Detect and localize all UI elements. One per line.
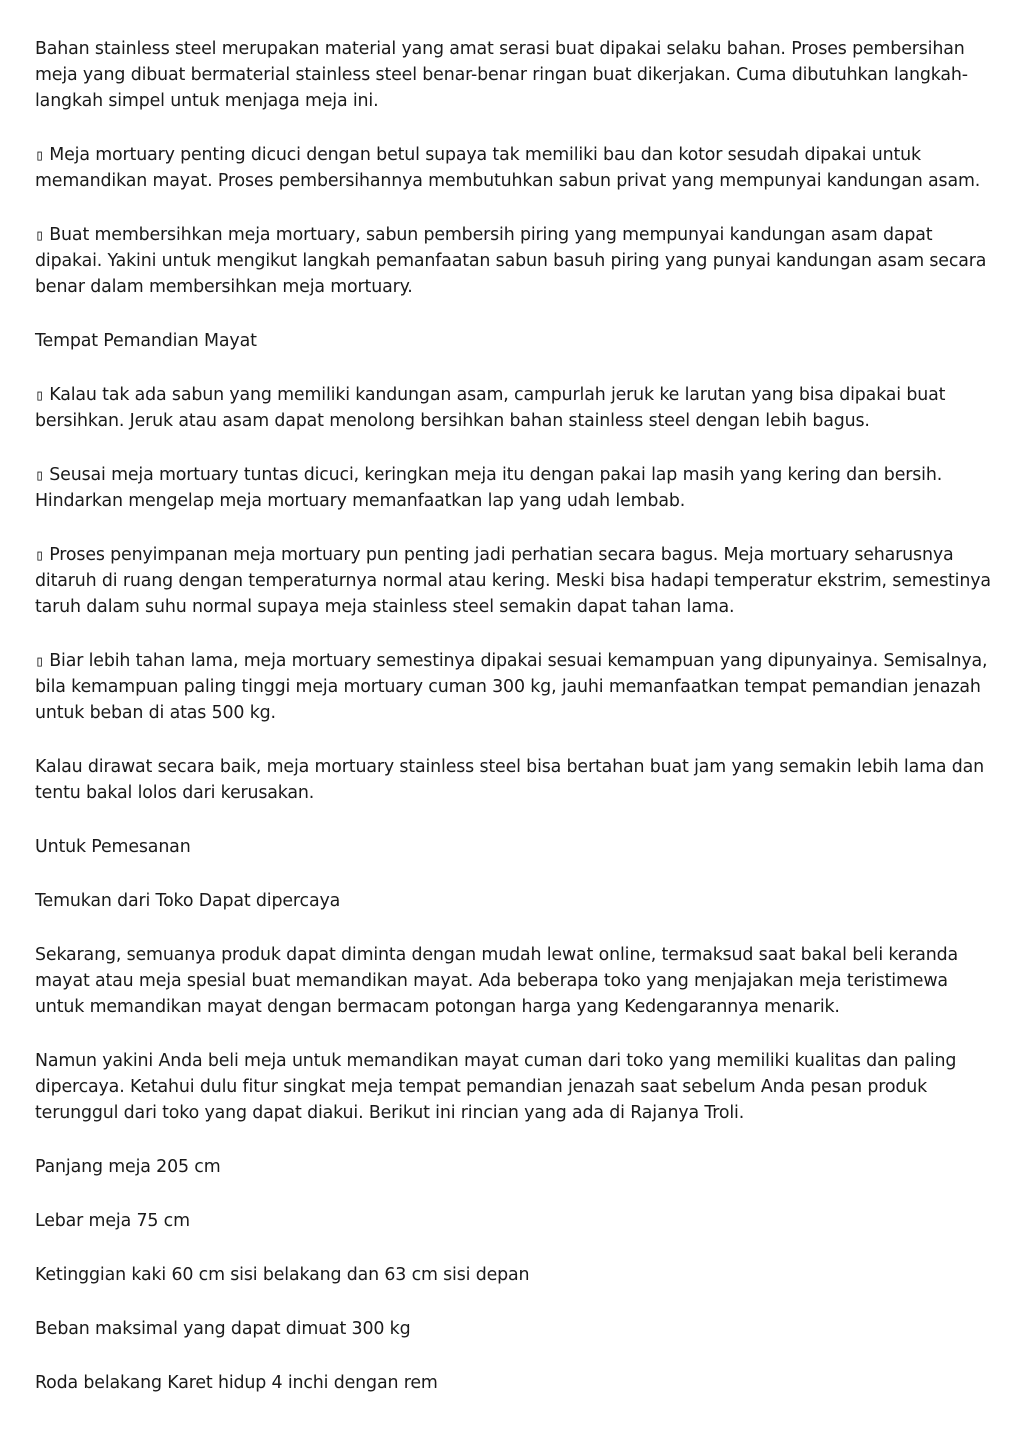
- paragraph-text: Untuk Pemesanan: [35, 837, 191, 857]
- missing-glyph-icon: ▯: [35, 466, 44, 484]
- paragraph-text: Sekarang, semuanya produk dapat diminta dengan mudah lewat online, termaksud saat bakal beli keranda mayat atau meja spesial buat memandikan mayat. Ada beberapa toko yang menjajakan meja teristimewa untuk memandikan mayat dengan bermacam potongan harga yang Kedengarannya menarik.: [35, 945, 959, 1017]
- paragraph-text: Roda belakang Karet hidup 4 inchi dengan rem: [35, 1373, 438, 1393]
- paragraph-text: Buat membersihkan meja mortuary, sabun pembersih piring yang mempunyai kandungan asam dapat dipakai. Yakini untuk mengikut langkah pemanfaatan sabun basuh piring yang punyai kandungan asam secara benar dalam membersihkan meja mortuary.: [35, 225, 987, 297]
- paragraph-text: Panjang meja 205 cm: [35, 1157, 221, 1177]
- paragraph-text: Bahan stainless steel merupakan material yang amat serasi buat dipakai selaku bahan. Proses pembersihan meja yang dibuat bermaterial stainless steel benar-benar ringan buat dikerjakan. Cuma dibutuhkan langkah-langkah simpel untuk menjaga meja ini.: [35, 39, 968, 111]
- paragraph-text: Namun yakini Anda beli meja untuk memandikan mayat cuman dari toko yang memiliki kualitas dan paling dipercaya. Ketahui dulu fitur singkat meja tempat pemandian jenazah saat sebelum Anda pesan produk terunggul dari toko yang dapat diakui. Berikut ini rincian yang ada di Rajanya Troli.: [35, 1051, 957, 1123]
- body-paragraph: [35, 754, 995, 806]
- section-heading: [35, 888, 995, 914]
- paragraph-text: Tempat Pemandian Mayat: [35, 331, 257, 351]
- paragraph-text: Temukan dari Toko Dapat dipercaya: [35, 891, 341, 911]
- spec-line: [35, 1370, 995, 1396]
- bullet-paragraph: [35, 142, 995, 194]
- bullet-paragraph: [35, 222, 995, 300]
- spec-line: [35, 1154, 995, 1180]
- section-heading: [35, 834, 995, 860]
- missing-glyph-icon: ▯: [35, 546, 44, 564]
- paragraph-text: Kalau dirawat secara baik, meja mortuary stainless steel bisa bertahan buat jam yang semakin lebih lama dan tentu bakal lolos dari kerusakan.: [35, 757, 985, 803]
- spec-line: [35, 1262, 995, 1288]
- bullet-paragraph: [35, 382, 995, 434]
- body-paragraph: [35, 1048, 995, 1126]
- bullet-paragraph: [35, 648, 995, 726]
- paragraph-text: Biar lebih tahan lama, meja mortuary semestinya dipakai sesuai kemampuan yang dipunyainya. Semisalnya, bila kemampuan paling tinggi meja mortuary cuman 300 kg, jauhi memanfaatkan tempat pemandian jenazah untuk beban di atas 500 kg.: [35, 651, 988, 723]
- bullet-paragraph: [35, 542, 995, 620]
- spec-line: [35, 1316, 995, 1342]
- document-body: [35, 36, 995, 1424]
- paragraph-text: Proses penyimpanan meja mortuary pun penting jadi perhatian secara bagus. Meja mortuary seharusnya ditaruh di ruang dengan temperaturnya normal atau kering. Meski bisa hadapi temperatur ekstrim, semestinya taruh dalam suhu normal supaya meja stainless steel semakin dapat tahan lama.: [35, 545, 991, 617]
- missing-glyph-icon: ▯: [35, 146, 44, 164]
- section-heading: [35, 328, 995, 354]
- paragraph-text: Beban maksimal yang dapat dimuat 300 kg: [35, 1319, 411, 1339]
- missing-glyph-icon: ▯: [35, 386, 44, 404]
- paragraph-text: Meja mortuary penting dicuci dengan betul supaya tak memiliki bau dan kotor sesudah dipakai untuk memandikan mayat. Proses pembersihannya membutuhkan sabun privat yang mempunyai kandungan asam.: [35, 145, 981, 191]
- paragraph-text: Lebar meja 75 cm: [35, 1211, 190, 1231]
- bullet-paragraph: [35, 462, 995, 514]
- spec-line: [35, 1208, 995, 1234]
- missing-glyph-icon: ▯: [35, 226, 44, 244]
- body-paragraph: [35, 942, 995, 1020]
- paragraph-text: Kalau tak ada sabun yang memiliki kandungan asam, campurlah jeruk ke larutan yang bisa dipakai buat bersihkan. Jeruk atau asam dapat menolong bersihkan bahan stainless steel dengan lebih bagus.: [35, 385, 946, 431]
- paragraph-text: Ketinggian kaki 60 cm sisi belakang dan 63 cm sisi depan: [35, 1265, 530, 1285]
- paragraph-text: Seusai meja mortuary tuntas dicuci, keringkan meja itu dengan pakai lap masih yang kering dan bersih. Hindarkan mengelap meja mortuary memanfaatkan lap yang udah lembab.: [35, 465, 943, 511]
- missing-glyph-icon: ▯: [35, 652, 44, 670]
- intro-paragraph: [35, 36, 995, 114]
